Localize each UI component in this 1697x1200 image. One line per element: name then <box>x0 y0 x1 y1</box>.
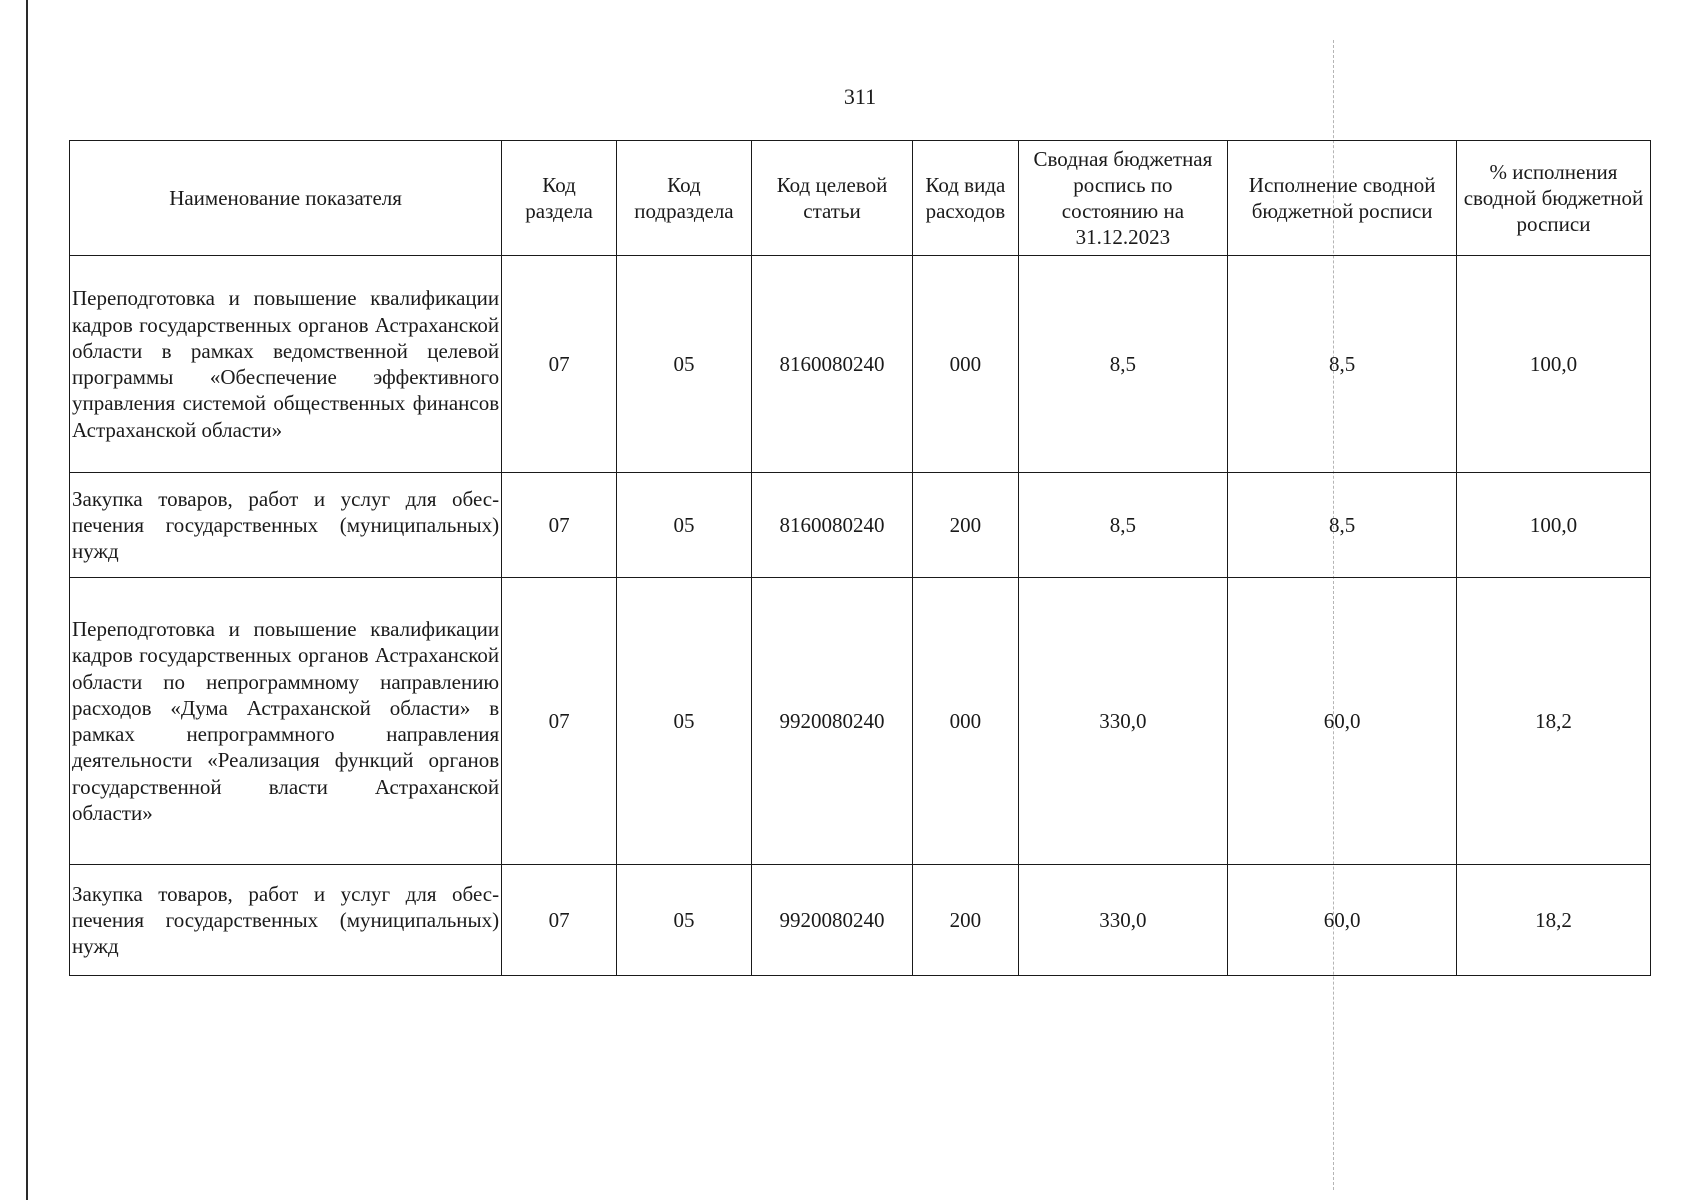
header-consolidated-budget: Сводная бюджетная роспись по состоянию на 31.12.2023 <box>1018 141 1228 256</box>
cell-section-code: 07 <box>502 473 617 578</box>
cell-target-code: 8160080240 <box>751 256 912 473</box>
cell-consolidated-budget: 8,5 <box>1018 256 1228 473</box>
cell-subsection-code: 05 <box>617 473 752 578</box>
cell-execution: 60,0 <box>1228 578 1457 865</box>
header-section-code: Код раздела <box>502 141 617 256</box>
cell-percent: 100,0 <box>1456 473 1650 578</box>
cell-expense-type-code: 200 <box>913 473 1018 578</box>
header-subsection-code: Код подраздела <box>617 141 752 256</box>
cell-target-code: 9920080240 <box>751 578 912 865</box>
cell-section-code: 07 <box>502 256 617 473</box>
table-header-row <box>70 141 1651 256</box>
cell-name: Переподготовка и повышение квалификации кадров государственных органов Астраханской области в рамках ведомственной целевой программы «Обеспечение эффективного управления системой общественных финансов Астраханской области» <box>70 256 502 473</box>
header-execution: Исполнение сводной бюджетной росписи <box>1228 141 1457 256</box>
cell-percent: 100,0 <box>1456 256 1650 473</box>
table-row <box>70 865 1651 976</box>
cell-name: Закупка товаров, работ и услуг для обеспечения государственных (муниципальных) нужд <box>70 473 502 578</box>
cell-subsection-code: 05 <box>617 865 752 976</box>
cell-consolidated-budget: 330,0 <box>1018 865 1228 976</box>
table-row <box>70 256 1651 473</box>
cell-section-code: 07 <box>502 578 617 865</box>
cell-expense-type-code: 200 <box>913 865 1018 976</box>
header-target-code: Код целевой статьи <box>751 141 912 256</box>
cell-section-code: 07 <box>502 865 617 976</box>
budget-execution-table <box>69 140 1651 976</box>
page-number: 311 <box>843 84 877 109</box>
cell-expense-type-code: 000 <box>913 578 1018 865</box>
cell-consolidated-budget: 330,0 <box>1018 578 1228 865</box>
cell-execution: 60,0 <box>1228 865 1457 976</box>
table-row <box>70 578 1651 865</box>
cell-expense-type-code: 000 <box>913 256 1018 473</box>
header-expense-type-code: Код вида расходов <box>913 141 1018 256</box>
cell-execution: 8,5 <box>1228 473 1457 578</box>
cell-subsection-code: 05 <box>617 256 752 473</box>
cell-name: Закупка товаров, работ и услуг для обеспечения государственных (муниципальных) нужд <box>70 865 502 976</box>
header-name: Наименование показателя <box>70 141 502 256</box>
binding-edge-line <box>26 0 28 1200</box>
header-percent: % исполнения сводной бюджетной росписи <box>1456 141 1650 256</box>
cell-target-code: 8160080240 <box>751 473 912 578</box>
cell-target-code: 9920080240 <box>751 865 912 976</box>
cell-subsection-code: 05 <box>617 578 752 865</box>
cell-percent: 18,2 <box>1456 578 1650 865</box>
cell-consolidated-budget: 8,5 <box>1018 473 1228 578</box>
table-row <box>70 473 1651 578</box>
cell-percent: 18,2 <box>1456 865 1650 976</box>
cell-execution: 8,5 <box>1228 256 1457 473</box>
cell-name: Переподготовка и повышение квалификации кадров государственных органов Астраханской области по непрограммному направлению расходов «Дума Астраханской области» в рамках непрограммного направления деятельности «Реализация функций органов государственной власти Астраханской области» <box>70 578 502 865</box>
